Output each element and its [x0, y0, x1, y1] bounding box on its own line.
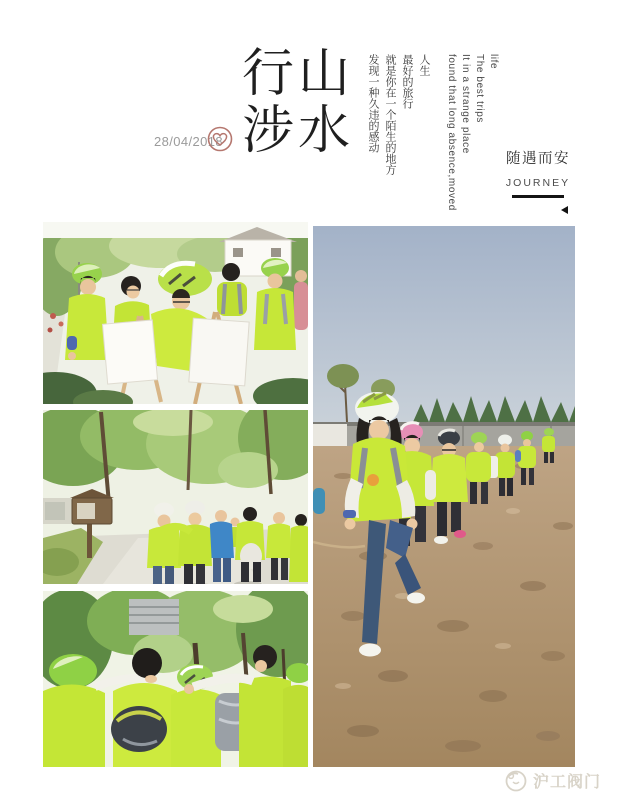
poem-zh-line: 最好的旅行 [401, 54, 413, 109]
journey-zh-label: 随遇而安 [506, 151, 570, 167]
photo-park-walk[interactable] [43, 410, 308, 584]
journey-en-label: JOURNEY [505, 177, 571, 189]
photo-field-run[interactable] [313, 226, 575, 767]
photo3-illustration [43, 591, 308, 767]
photo1-illustration [43, 222, 308, 404]
title-line1: 行山 [242, 45, 355, 103]
poem-en-line: It in a strange place [460, 54, 471, 154]
journey-block [506, 147, 570, 214]
date-label: 28/04/2018 [154, 134, 224, 149]
left-triangle-icon [561, 206, 568, 214]
photo2-illustration [43, 410, 308, 584]
title-line2: 涉水 [242, 102, 355, 160]
brand-name: 沪工阀门 [533, 774, 602, 791]
page-title [242, 46, 354, 160]
photo-team-huddle[interactable] [43, 591, 308, 767]
photo4-illustration [313, 226, 575, 767]
poem-en-line: life [488, 54, 499, 70]
heart-badge-icon [207, 126, 233, 152]
photo-easel-painting[interactable] [43, 222, 308, 404]
poem-en-line: The best trips [474, 54, 485, 123]
journey-rule [512, 195, 564, 198]
poem-zh-line: 发现一种久违的感动 [367, 54, 379, 153]
brand-logo-icon [503, 768, 528, 793]
poem-zh-line: 人生 [418, 54, 430, 76]
brand-watermark [503, 768, 601, 793]
poem-en-line: found that long absence,moved [446, 54, 457, 211]
poem-zh-line: 就是你在一个陌生的地方 [384, 54, 396, 175]
